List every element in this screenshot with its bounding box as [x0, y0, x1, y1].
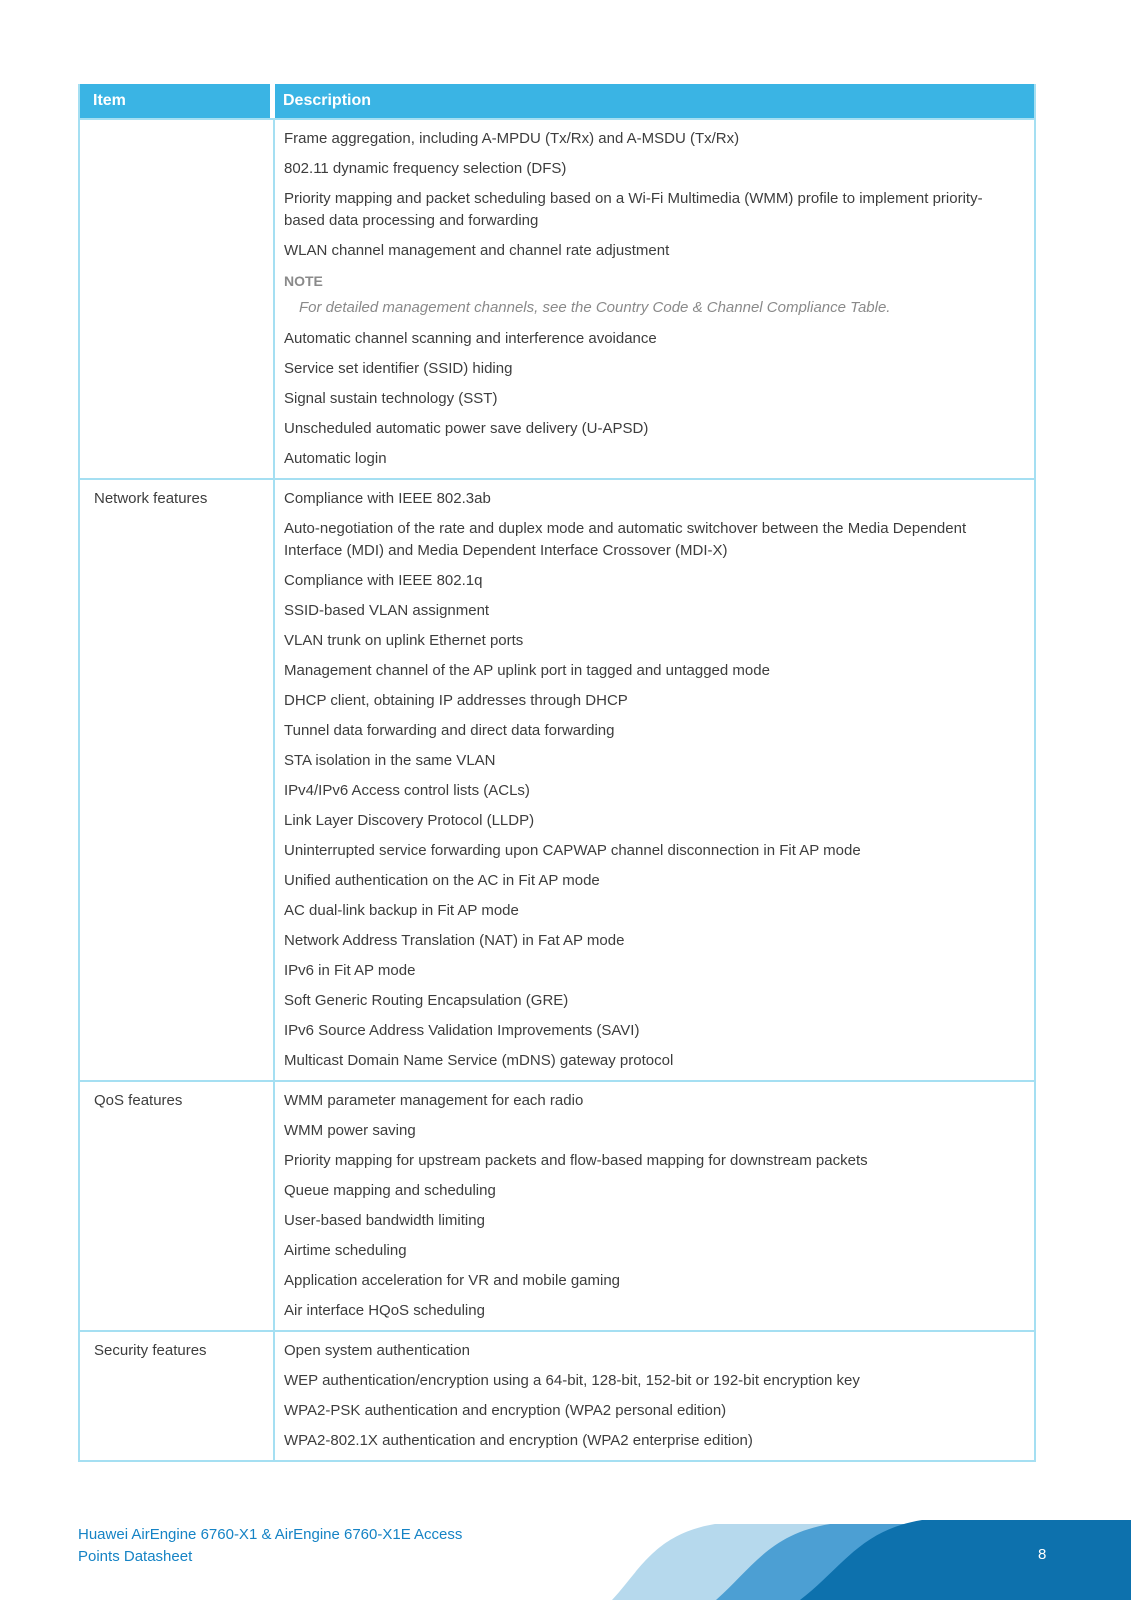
description-line: Multicast Domain Name Service (mDNS) gateway protocol — [284, 1052, 674, 1069]
description-line: Air interface HQoS scheduling — [284, 1302, 485, 1319]
description-line: IPv6 in Fit AP mode — [284, 962, 416, 979]
column-header-description: Description — [275, 84, 1034, 118]
table-row — [80, 1080, 1034, 1330]
description-line: VLAN trunk on uplink Ethernet ports — [284, 632, 524, 649]
item-cell — [80, 120, 275, 478]
item-cell: Security features — [80, 1332, 275, 1460]
description-line: WMM power saving — [284, 1122, 416, 1139]
note-label: NOTE — [284, 273, 323, 289]
table-row — [80, 1330, 1034, 1460]
item-cell: Network features — [80, 480, 275, 1080]
table-row — [80, 478, 1034, 1080]
description-line: Soft Generic Routing Encapsulation (GRE) — [284, 992, 569, 1009]
description-line: Tunnel data forwarding and direct data forwarding — [284, 722, 615, 739]
description-cell — [275, 480, 1034, 1080]
description-line: IPv6 Source Address Validation Improvements (SAVI) — [284, 1022, 640, 1039]
description-line: Unscheduled automatic power save delivery (U-APSD) — [284, 420, 649, 437]
description-line: Application acceleration for VR and mobile gaming — [284, 1272, 621, 1289]
description-line: Queue mapping and scheduling — [284, 1182, 496, 1199]
description-line: STA isolation in the same VLAN — [284, 752, 496, 769]
description-line: Compliance with IEEE 802.1q — [284, 572, 483, 589]
description-line: Open system authentication — [284, 1342, 470, 1359]
description-line: Management channel of the AP uplink port in tagged and untagged mode — [284, 662, 770, 679]
description-line: WEP authentication/encryption using a 64-bit, 128-bit, 152-bit or 192-bit encryption key — [284, 1372, 860, 1389]
description-cell — [275, 120, 1034, 478]
footer-title-line2: Points Datasheet — [78, 1548, 193, 1565]
description-line: 802.11 dynamic frequency selection (DFS) — [284, 160, 567, 177]
table-row — [80, 118, 1034, 478]
footer-document-title — [78, 1524, 462, 1568]
description-line: DHCP client, obtaining IP addresses through DHCP — [284, 692, 628, 709]
description-line: User-based bandwidth limiting — [284, 1212, 485, 1229]
page-number: 8 — [1038, 1546, 1047, 1563]
description-line: WMM parameter management for each radio — [284, 1092, 584, 1109]
description-line: Uninterrupted service forwarding upon CAPWAP channel disconnection in Fit AP mode — [284, 842, 861, 859]
table-body — [80, 118, 1034, 1460]
page-footer — [0, 1490, 1131, 1600]
item-cell: QoS features — [80, 1082, 275, 1330]
table-header-row — [80, 84, 1034, 118]
description-line: Automatic channel scanning and interference avoidance — [284, 330, 657, 347]
feature-table — [78, 84, 1036, 1462]
description-line: Service set identifier (SSID) hiding — [284, 360, 513, 377]
description-line: Automatic login — [284, 450, 387, 467]
description-line: Compliance with IEEE 802.3ab — [284, 490, 491, 507]
description-line: Priority mapping and packet scheduling based on a Wi-Fi Multimedia (WMM) profile to implement priority-based data processing and forwarding — [284, 190, 983, 229]
description-line: Auto-negotiation of the rate and duplex mode and automatic switchover between the Media Dependent Interface (MDI) and Media Dependent Interface Crossover (MDI-X) — [284, 520, 967, 559]
description-line: Frame aggregation, including A-MPDU (Tx/Rx) and A-MSDU (Tx/Rx) — [284, 130, 740, 147]
description-cell — [275, 1082, 1034, 1330]
description-cell — [275, 1332, 1034, 1460]
description-line: Network Address Translation (NAT) in Fat AP mode — [284, 932, 625, 949]
footer-title-line1: Huawei AirEngine 6760-X1 & AirEngine 6760-X1E Access — [78, 1526, 463, 1543]
description-line: WPA2-802.1X authentication and encryption (WPA2 enterprise edition) — [284, 1432, 753, 1449]
description-line: Unified authentication on the AC in Fit AP mode — [284, 872, 600, 889]
description-line: Link Layer Discovery Protocol (LLDP) — [284, 812, 535, 829]
note-text: For detailed management channels, see the Country Code & Channel Compliance Table. — [299, 299, 891, 316]
description-line: AC dual-link backup in Fit AP mode — [284, 902, 519, 919]
description-line: IPv4/IPv6 Access control lists (ACLs) — [284, 782, 530, 799]
description-line: SSID-based VLAN assignment — [284, 602, 490, 619]
description-line: Priority mapping for upstream packets and flow-based mapping for downstream packets — [284, 1152, 868, 1169]
description-line: Airtime scheduling — [284, 1242, 407, 1259]
description-line: Signal sustain technology (SST) — [284, 390, 498, 407]
description-line: WLAN channel management and channel rate adjustment — [284, 242, 670, 259]
column-header-item: Item — [80, 84, 270, 118]
description-line: WPA2-PSK authentication and encryption (WPA2 personal edition) — [284, 1402, 727, 1419]
